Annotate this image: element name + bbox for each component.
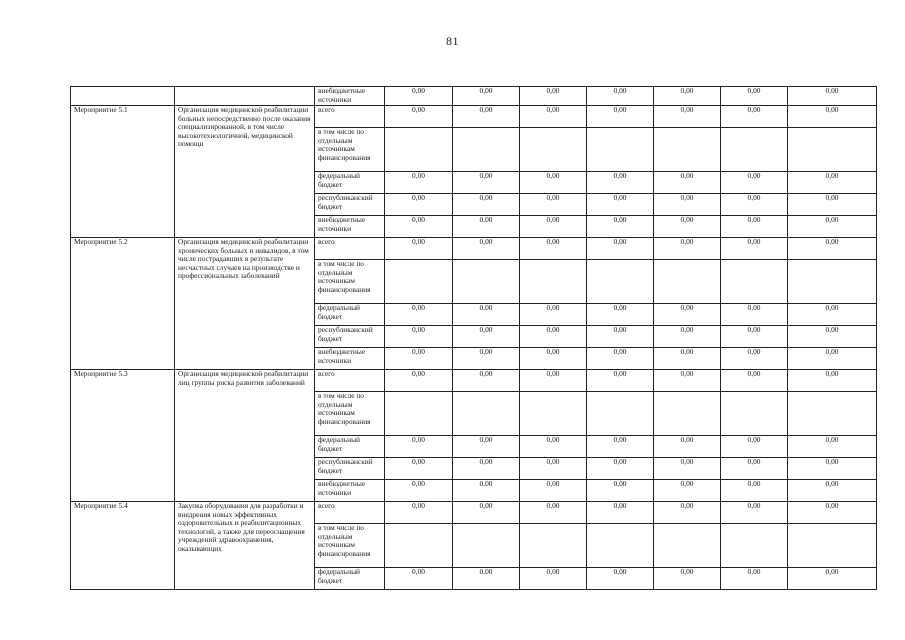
- amount-cell: [721, 260, 788, 304]
- measure-title-cell-empty: [175, 87, 315, 106]
- amount-cell: 0,00: [654, 326, 721, 348]
- measure-title: Организация медицинской реабилитации больных непосредственно после оказания специализированной, в том числе высокотехнологичной, медицинской помощи: [175, 106, 315, 238]
- amount-cell: 0,00: [721, 194, 788, 216]
- amount-cell: 0,00: [385, 216, 453, 238]
- amount-cell: 0,00: [520, 436, 587, 458]
- amount-cell: 0,00: [587, 216, 654, 238]
- amount-cell: 0,00: [721, 348, 788, 370]
- amount-cell: 0,00: [520, 87, 587, 106]
- amount-cell: 0,00: [587, 480, 654, 502]
- amount-cell: 0,00: [453, 348, 520, 370]
- amount-cell: [654, 128, 721, 172]
- amount-cell: 0,00: [520, 480, 587, 502]
- amount-cell: [385, 260, 453, 304]
- measure-code: Мероприятие 5.2: [71, 238, 175, 370]
- amount-cell: 0,00: [788, 458, 877, 480]
- amount-cell: 0,00: [721, 568, 788, 590]
- amount-cell: 0,00: [587, 238, 654, 260]
- amount-cell: 0,00: [654, 348, 721, 370]
- amount-cell: [788, 128, 877, 172]
- amount-cell: 0,00: [453, 458, 520, 480]
- amount-cell: 0,00: [587, 87, 654, 106]
- amount-cell: [520, 260, 587, 304]
- amount-cell: 0,00: [520, 304, 587, 326]
- amount-cell: 0,00: [385, 172, 453, 194]
- amount-cell: 0,00: [453, 326, 520, 348]
- amount-cell: [385, 392, 453, 436]
- table-row: [71, 502, 877, 524]
- funding-source: в том числе по отдельным источникам финансирования: [315, 260, 385, 304]
- funding-source: внебюджетные источники: [315, 87, 385, 106]
- amount-cell: 0,00: [453, 194, 520, 216]
- amount-cell: 0,00: [654, 216, 721, 238]
- amount-cell: [520, 128, 587, 172]
- amount-cell: 0,00: [587, 348, 654, 370]
- funding-source: внебюджетные источники: [315, 348, 385, 370]
- table-row: [71, 370, 877, 392]
- amount-cell: 0,00: [385, 87, 453, 106]
- amount-cell: 0,00: [385, 458, 453, 480]
- amount-cell: 0,00: [788, 326, 877, 348]
- amount-cell: 0,00: [385, 370, 453, 392]
- amount-cell: 0,00: [721, 304, 788, 326]
- amount-cell: [587, 260, 654, 304]
- amount-cell: [721, 128, 788, 172]
- amount-cell: 0,00: [721, 436, 788, 458]
- funding-source: внебюджетные источники: [315, 480, 385, 502]
- amount-cell: 0,00: [520, 106, 587, 128]
- amount-cell: 0,00: [788, 172, 877, 194]
- funding-source: республиканский бюджет: [315, 326, 385, 348]
- amount-cell: 0,00: [654, 87, 721, 106]
- amount-cell: 0,00: [721, 370, 788, 392]
- amount-cell: [721, 392, 788, 436]
- funding-source: всего: [315, 502, 385, 524]
- amount-cell: [788, 260, 877, 304]
- funding-source: всего: [315, 238, 385, 260]
- amount-cell: 0,00: [587, 194, 654, 216]
- amount-cell: 0,00: [721, 106, 788, 128]
- amount-cell: [453, 260, 520, 304]
- funding-source: всего: [315, 106, 385, 128]
- amount-cell: 0,00: [520, 458, 587, 480]
- amount-cell: 0,00: [721, 172, 788, 194]
- amount-cell: 0,00: [520, 172, 587, 194]
- amount-cell: 0,00: [721, 238, 788, 260]
- funding-source: внебюджетные источники: [315, 216, 385, 238]
- measure-title: Организация медицинской реабилитации лиц группы риска развития заболеваний: [175, 370, 315, 502]
- amount-cell: 0,00: [721, 216, 788, 238]
- amount-cell: 0,00: [654, 106, 721, 128]
- amount-cell: 0,00: [654, 194, 721, 216]
- amount-cell: [453, 524, 520, 568]
- amount-cell: 0,00: [453, 502, 520, 524]
- amount-cell: [788, 392, 877, 436]
- amount-cell: 0,00: [587, 326, 654, 348]
- amount-cell: 0,00: [788, 568, 877, 590]
- amount-cell: 0,00: [520, 194, 587, 216]
- amount-cell: 0,00: [385, 106, 453, 128]
- amount-cell: [654, 392, 721, 436]
- amount-cell: 0,00: [721, 326, 788, 348]
- amount-cell: 0,00: [788, 106, 877, 128]
- amount-cell: 0,00: [453, 106, 520, 128]
- measure-title: Организация медицинской реабилитации хронических больных и инвалидов, в том числе пострадавших в результате несчастных случаев на производстве и профессиональных заболеваний: [175, 238, 315, 370]
- amount-cell: [587, 392, 654, 436]
- amount-cell: [520, 524, 587, 568]
- amount-cell: 0,00: [788, 238, 877, 260]
- funding-source: республиканский бюджет: [315, 194, 385, 216]
- amount-cell: 0,00: [788, 480, 877, 502]
- funding-source: федеральный бюджет: [315, 172, 385, 194]
- amount-cell: 0,00: [587, 436, 654, 458]
- funding-source: в том числе по отдельным источникам финансирования: [315, 128, 385, 172]
- amount-cell: 0,00: [654, 502, 721, 524]
- amount-cell: 0,00: [654, 304, 721, 326]
- amount-cell: 0,00: [453, 172, 520, 194]
- amount-cell: 0,00: [520, 568, 587, 590]
- amount-cell: 0,00: [654, 480, 721, 502]
- amount-cell: 0,00: [520, 502, 587, 524]
- amount-cell: 0,00: [453, 480, 520, 502]
- funding-source: республиканский бюджет: [315, 458, 385, 480]
- table-row: [71, 106, 877, 128]
- funding-source: всего: [315, 370, 385, 392]
- amount-cell: 0,00: [788, 370, 877, 392]
- measure-code: Мероприятие 5.1: [71, 106, 175, 238]
- amount-cell: 0,00: [385, 502, 453, 524]
- amount-cell: 0,00: [385, 436, 453, 458]
- amount-cell: 0,00: [587, 106, 654, 128]
- amount-cell: 0,00: [654, 436, 721, 458]
- table-row-continuation: [71, 87, 877, 106]
- amount-cell: [587, 128, 654, 172]
- budget-table: [70, 86, 877, 590]
- amount-cell: 0,00: [721, 87, 788, 106]
- amount-cell: 0,00: [520, 238, 587, 260]
- amount-cell: 0,00: [721, 480, 788, 502]
- funding-source: в том числе по отдельным источникам финансирования: [315, 392, 385, 436]
- amount-cell: 0,00: [453, 436, 520, 458]
- amount-cell: 0,00: [587, 502, 654, 524]
- amount-cell: 0,00: [453, 87, 520, 106]
- amount-cell: 0,00: [385, 348, 453, 370]
- funding-source: федеральный бюджет: [315, 436, 385, 458]
- amount-cell: 0,00: [587, 172, 654, 194]
- amount-cell: 0,00: [654, 172, 721, 194]
- amount-cell: 0,00: [385, 480, 453, 502]
- funding-source: федеральный бюджет: [315, 304, 385, 326]
- table-row: [71, 238, 877, 260]
- amount-cell: [385, 128, 453, 172]
- amount-cell: [587, 524, 654, 568]
- amount-cell: 0,00: [587, 458, 654, 480]
- amount-cell: 0,00: [587, 304, 654, 326]
- amount-cell: 0,00: [453, 370, 520, 392]
- amount-cell: 0,00: [788, 194, 877, 216]
- amount-cell: 0,00: [654, 238, 721, 260]
- measure-code: Мероприятие 5.4: [71, 502, 175, 590]
- funding-source: федеральный бюджет: [315, 568, 385, 590]
- funding-source: в том числе по отдельным источникам финансирования: [315, 524, 385, 568]
- amount-cell: 0,00: [654, 568, 721, 590]
- amount-cell: 0,00: [788, 436, 877, 458]
- amount-cell: 0,00: [788, 502, 877, 524]
- amount-cell: 0,00: [453, 238, 520, 260]
- amount-cell: 0,00: [385, 304, 453, 326]
- amount-cell: 0,00: [520, 348, 587, 370]
- amount-cell: 0,00: [788, 87, 877, 106]
- amount-cell: 0,00: [385, 238, 453, 260]
- amount-cell: [788, 524, 877, 568]
- amount-cell: 0,00: [788, 304, 877, 326]
- amount-cell: 0,00: [520, 216, 587, 238]
- amount-cell: 0,00: [721, 458, 788, 480]
- measure-code-cell-empty: [71, 87, 175, 106]
- amount-cell: 0,00: [520, 326, 587, 348]
- measure-title: Закупка оборудования для разработки и внедрения новых эффективных оздоровительных и реабилитационных технологий, а также для переоснащения учреждений здравоохранения, оказывающих: [175, 502, 315, 590]
- amount-cell: [385, 524, 453, 568]
- amount-cell: 0,00: [520, 370, 587, 392]
- amount-cell: 0,00: [721, 502, 788, 524]
- amount-cell: [654, 260, 721, 304]
- amount-cell: 0,00: [788, 216, 877, 238]
- amount-cell: 0,00: [453, 216, 520, 238]
- amount-cell: 0,00: [385, 568, 453, 590]
- amount-cell: [654, 524, 721, 568]
- amount-cell: 0,00: [453, 568, 520, 590]
- amount-cell: [721, 524, 788, 568]
- amount-cell: [453, 392, 520, 436]
- amount-cell: [520, 392, 587, 436]
- amount-cell: 0,00: [587, 370, 654, 392]
- amount-cell: 0,00: [654, 370, 721, 392]
- page-number: 81: [446, 34, 459, 48]
- amount-cell: 0,00: [654, 458, 721, 480]
- amount-cell: 0,00: [587, 568, 654, 590]
- measure-code: Мероприятие 5.3: [71, 370, 175, 502]
- amount-cell: 0,00: [453, 304, 520, 326]
- amount-cell: 0,00: [385, 326, 453, 348]
- amount-cell: [453, 128, 520, 172]
- budget-table-body: [71, 87, 877, 590]
- amount-cell: 0,00: [385, 194, 453, 216]
- amount-cell: 0,00: [788, 348, 877, 370]
